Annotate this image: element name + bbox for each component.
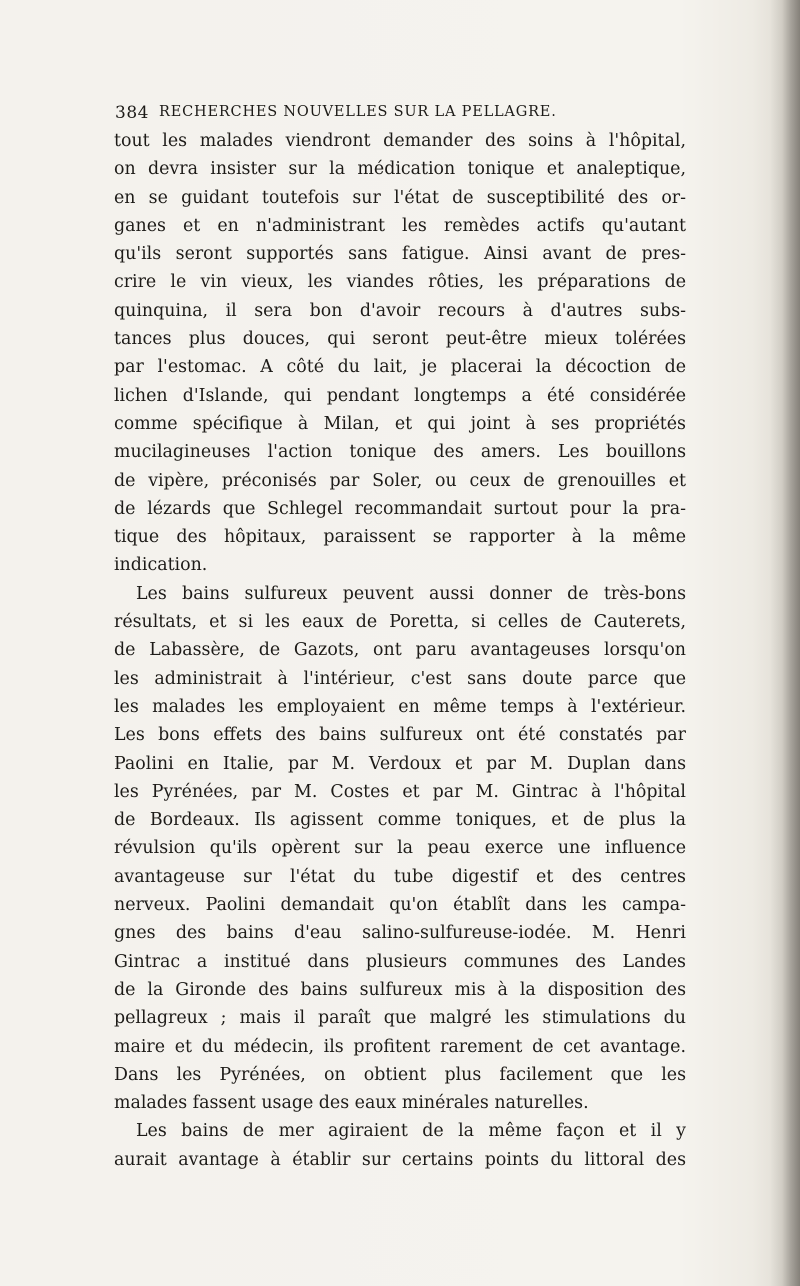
- text-line: tances plus douces, qui seront peut-être mieux tolérées: [114, 329, 686, 350]
- page-number: 384: [115, 103, 149, 123]
- text-line: maire et du médecin, ils profitent rarement de cet avantage.: [114, 1036, 686, 1057]
- text-line: ganes et en n'administrant les remèdes actifs qu'autant: [114, 215, 686, 236]
- text-line: lichen d'Islande, qui pendant longtemps a été considérée: [114, 385, 686, 406]
- running-header: [115, 103, 675, 125]
- text-line: gnes des bains d'eau salino-sulfureuse-iodée. M. Henri: [114, 923, 686, 944]
- text-line: Les bons effets des bains sulfureux ont été constatés par: [114, 725, 686, 746]
- text-line: indication.: [114, 555, 208, 576]
- body-text: [114, 127, 686, 1174]
- text-line: de Labassère, de Gazots, ont paru avantageuses lorsqu'on: [114, 640, 686, 661]
- text-line: de lézards que Schlegel recommandait surtout pour la pra-: [114, 498, 686, 519]
- paragraph-start-line: Les bains sulfureux peuvent aussi donner de très-bons: [136, 583, 686, 604]
- text-line: Dans les Pyrénées, on obtient plus facilement que les: [114, 1064, 686, 1085]
- text-line: de Bordeaux. Ils agissent comme toniques, et de plus la: [114, 810, 686, 831]
- paragraph-start-line: Les bains de mer agiraient de la même façon et il y: [136, 1121, 686, 1142]
- text-line: comme spécifique à Milan, et qui joint à ses propriétés: [114, 413, 686, 434]
- text-line: tout les malades viendront demander des soins à l'hôpital,: [114, 131, 686, 151]
- text-line: les malades les employaient en même temps à l'extérieur.: [114, 696, 686, 717]
- text-line: qu'ils seront supportés sans fatigue. Ainsi avant de pres-: [114, 244, 686, 265]
- text-line: Paolini en Italie, par M. Verdoux et par M. Duplan dans: [114, 753, 686, 774]
- text-line: Gintrac a institué dans plusieurs communes des Landes: [114, 951, 686, 972]
- text-line: on devra insister sur la médication tonique et analeptique,: [114, 159, 686, 180]
- text-line: de la Gironde des bains sulfureux mis à la disposition des: [114, 979, 686, 1000]
- text-line: quinquina, il sera bon d'avoir recours à d'autres subs-: [114, 300, 686, 321]
- text-line: résultats, et si les eaux de Poretta, si celles de Cauterets,: [114, 612, 686, 633]
- text-line: avantageuse sur l'état du tube digestif et des centres: [114, 866, 686, 887]
- text-line: tique des hôpitaux, paraissent se rapporter à la même: [114, 527, 686, 548]
- text-line: nerveux. Paolini demandait qu'on établît dans les campa-: [114, 895, 686, 916]
- text-line: les Pyrénées, par M. Costes et par M. Gintrac à l'hôpital: [114, 781, 686, 802]
- text-line: par l'estomac. A côté du lait, je placerai la décoction de: [114, 357, 686, 378]
- text-line: les administrait à l'intérieur, c'est sans doute parce que: [114, 668, 686, 689]
- running-title: RECHERCHES NOUVELLES SUR LA PELLAGRE.: [159, 104, 557, 120]
- text-line: en se guidant toutefois sur l'état de susceptibilité des or-: [114, 187, 686, 208]
- text-line: aurait avantage à établir sur certains points du littoral des: [114, 1149, 686, 1170]
- text-line: pellagreux ; mais il paraît que malgré les stimulations du: [114, 1008, 686, 1029]
- text-line: crire le vin vieux, les viandes rôties, les préparations de: [114, 272, 686, 293]
- text-line: malades fassent usage des eaux minérales naturelles.: [114, 1093, 589, 1114]
- text-line: révulsion qu'ils opèrent sur la peau exerce une influence: [114, 838, 686, 859]
- text-line: de vipère, préconisés par Soler, ou ceux de grenouilles et: [114, 470, 686, 491]
- page-edge-shadow: [770, 0, 800, 1286]
- text-line: mucilagineuses l'action tonique des amers. Les bouillons: [114, 442, 686, 463]
